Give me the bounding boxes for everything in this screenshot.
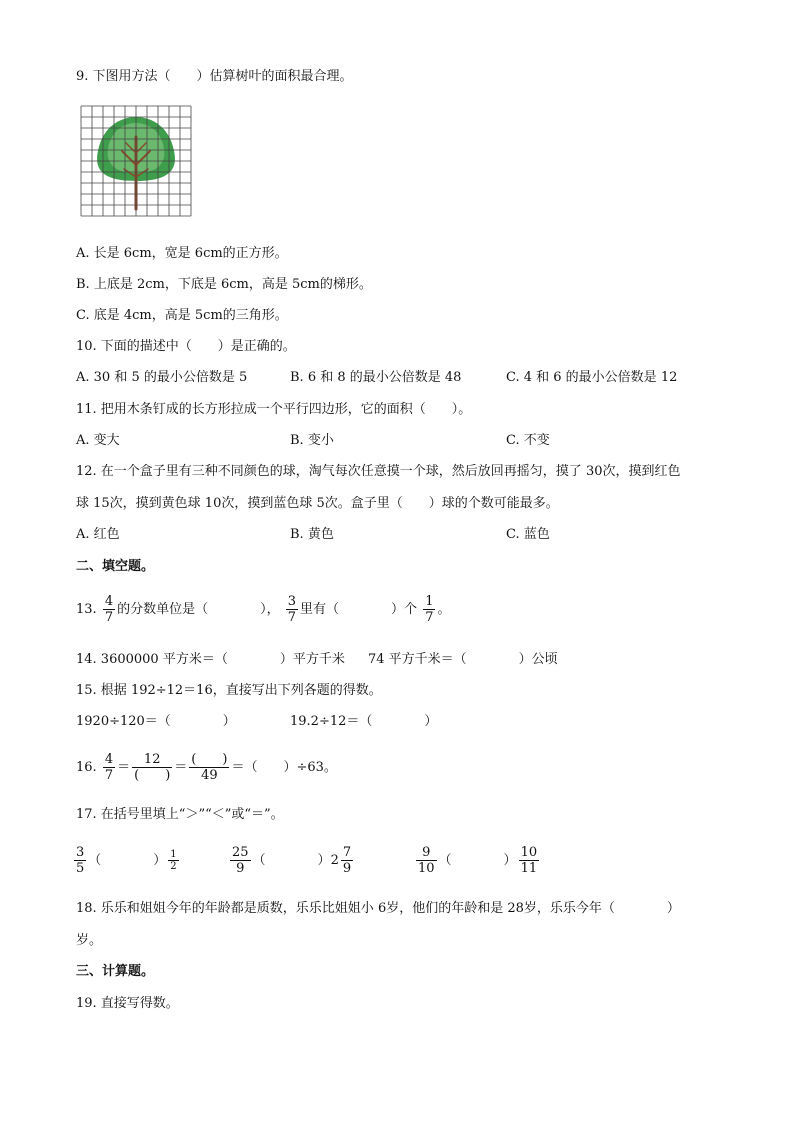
q11-option-a: A. 变大 — [76, 433, 120, 448]
q17-fraction-10-11 — [519, 845, 540, 876]
frac-num: 3 — [287, 594, 297, 609]
frac-num: 7 — [342, 845, 352, 860]
q13-text-1: 的分数单位是（ ）， — [117, 602, 280, 617]
q16-number: 16. — [76, 760, 97, 775]
frac-num: 4 — [104, 594, 114, 609]
leaf-grid-figure — [80, 105, 192, 217]
q17-mixed-whole: 2 — [330, 853, 339, 868]
q11-option-b: B. 变小 — [290, 433, 334, 448]
frac-num: ( ) — [191, 752, 228, 767]
q17-fraction-3-5 — [74, 845, 86, 876]
grid-lines — [81, 106, 191, 216]
q15-part-a: 1920÷120＝（ ） — [76, 714, 236, 729]
frac-den: 9 — [342, 861, 352, 876]
q12-option-c: C. 蓝色 — [506, 527, 550, 542]
frac-num: 1 — [425, 594, 434, 609]
frac-num: 1 — [170, 849, 177, 860]
q10-option-a: A. 30 和 5 的最小公倍数是 5 — [76, 370, 248, 385]
q16-fraction-12-blank — [132, 752, 172, 783]
q16-row — [76, 748, 337, 788]
frac-den: ( ) — [134, 768, 171, 783]
q14-part-b: 74 平方千米＝（ ）公顷 — [368, 652, 558, 667]
q18-line2: 岁。 — [76, 933, 103, 948]
q16-tail: ＝（ ）÷63。 — [231, 760, 337, 775]
q13-fraction-4-7 — [103, 594, 115, 625]
frac-den: 2 — [170, 861, 177, 872]
q13-fraction-3-7 — [286, 594, 298, 625]
frac-num: 10 — [520, 845, 538, 860]
q10-option-b: B. 6 和 8 的最小公倍数是 48 — [290, 370, 462, 385]
q15-part-b: 19.2÷12＝（ ） — [290, 714, 438, 729]
frac-den: 9 — [236, 861, 245, 876]
q17-fraction-7-9 — [341, 845, 353, 876]
q11-option-c: C. 不变 — [506, 433, 550, 448]
q12-option-a: A. 红色 — [76, 527, 120, 542]
q13-text-2: 里有（ ）个 — [300, 602, 418, 617]
q13-row — [76, 592, 451, 628]
q15-stem: 15. 根据 192÷12＝16，直接写出下列各题的得数。 — [76, 683, 382, 698]
q10-stem: 10. 下面的描述中（ ）是正确的。 — [76, 339, 296, 354]
section-2-heading: 二、填空题。 — [76, 559, 155, 574]
frac-den: 49 — [201, 768, 218, 783]
q13-number: 13. — [76, 602, 97, 617]
frac-num: 4 — [104, 752, 114, 767]
frac-num: 25 — [232, 845, 249, 860]
q9-option-c: C. 底是 4cm，高是 5cm的三角形。 — [76, 308, 288, 323]
q19-stem: 19. 直接写得数。 — [76, 996, 179, 1011]
q9-stem: 9. 下图用方法（ ）估算树叶的面积最合理。 — [76, 69, 353, 84]
frac-den: 7 — [104, 610, 114, 625]
q16-equals-2: ＝ — [174, 760, 188, 775]
q17-pair-1 — [72, 842, 181, 880]
q9-option-a: A. 长是 6cm，宽是 6cm的正方形。 — [76, 246, 288, 261]
q18-line1: 18. 乐乐和姐姐今年的年龄都是质数，乐乐比姐姐小 6岁，他们的年龄和是 28岁，乐乐今年（ ） — [76, 901, 680, 916]
q17-fraction-9-10 — [416, 845, 437, 876]
frac-den: 5 — [76, 861, 85, 876]
q12-line1: 12. 在一个盒子里有三种不同颜色的球，淘气每次任意摸一个球，然后放回再摇匀，摸了 30次，摸到红色 — [76, 464, 681, 479]
q17-fraction-25-9 — [230, 845, 251, 876]
q16-fraction-4-7 — [103, 752, 115, 783]
q12-line2: 球 15次，摸到黄色球 10次，摸到蓝色球 5次。盒子里（ ）球的个数可能最多。 — [76, 496, 559, 511]
q17-blank-3: （ ） — [438, 853, 517, 868]
frac-den: 7 — [287, 610, 297, 625]
q11-stem: 11. 把用木条钉成的长方形拉成一个平行四边形，它的面积（ ）。 — [76, 402, 472, 417]
q16-equals-1: ＝ — [117, 760, 131, 775]
section-3-heading: 三、计算题。 — [76, 964, 155, 979]
q17-fraction-1-2 — [168, 849, 178, 872]
frac-den: 7 — [425, 610, 434, 625]
q14-part-a: 14. 3600000 平方米＝（ ）平方千米 — [76, 652, 345, 667]
q9-option-b: B. 上底是 2cm，下底是 6cm，高是 5cm的梯形。 — [76, 277, 372, 292]
q16-fraction-blank-49 — [189, 752, 229, 783]
frac-num: 9 — [422, 845, 431, 860]
q17-blank-1: （ ） — [88, 853, 167, 868]
q17-pair-3 — [414, 842, 541, 880]
q17-blank-2: （ ） — [252, 853, 331, 868]
q10-option-c: C. 4 和 6 的最小公倍数是 12 — [506, 370, 678, 385]
frac-num: 12 — [143, 752, 161, 767]
q13-fraction-1-7 — [423, 594, 435, 625]
q17-pair-2 — [228, 842, 355, 880]
frac-num: 3 — [76, 845, 85, 860]
q13-text-3: 。 — [437, 602, 451, 617]
frac-den: 7 — [104, 768, 114, 783]
frac-den: 10 — [418, 861, 435, 876]
frac-den: 11 — [520, 861, 538, 876]
q12-option-b: B. 黄色 — [290, 527, 334, 542]
q17-stem: 17. 在括号里填上“＞”“＜”或“＝”。 — [76, 807, 284, 822]
